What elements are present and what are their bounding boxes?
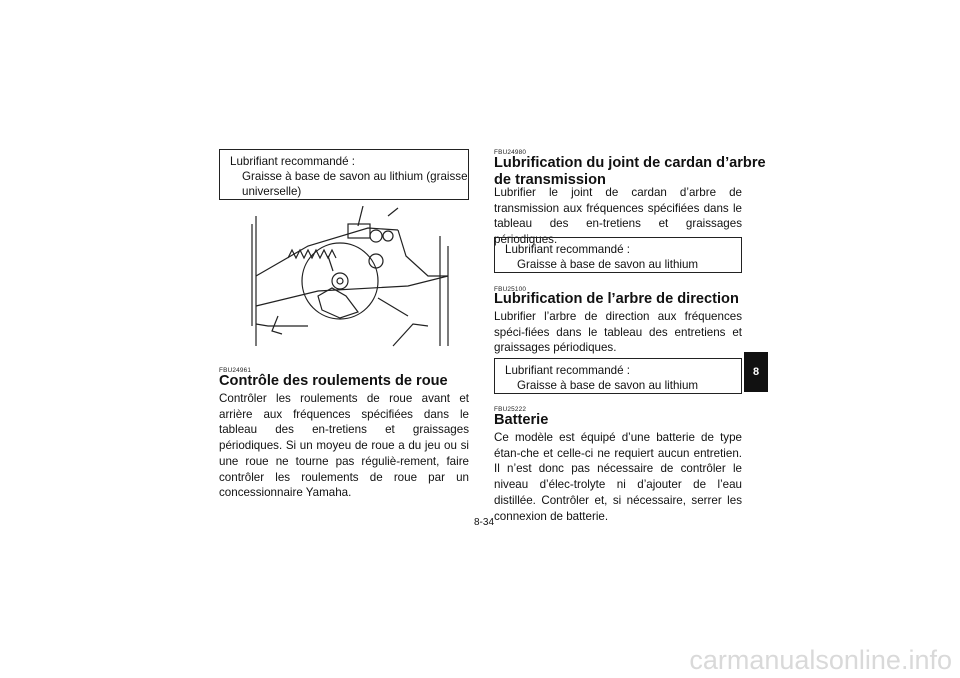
section-code: FBU24980 — [494, 149, 527, 156]
lubricant-value: Graisse à base de savon au lithium — [517, 379, 699, 392]
section-code: FBU25100 — [494, 286, 527, 293]
section-title-battery: Batterie — [494, 412, 549, 428]
lubricant-label: Lubrifiant recommandé : — [505, 364, 631, 377]
lubricant-value: Graisse à base de savon au lithium (graisse universelle) — [242, 170, 468, 198]
lubricant-value: Graisse à base de savon au lithium — [517, 258, 699, 271]
lubricant-label: Lubrifiant recommandé : — [505, 243, 631, 256]
section-body-battery: Ce modèle est équipé d’une batterie de type étan-che et celle-ci ne requiert aucun entretien. Il n’est donc pas nécessaire de contrôler le niveau d’élec-trolyte ni d’ajouter de l’eau distillée. Contrôler et, si nécessaire, serrer les connexion de batterie. — [494, 431, 742, 523]
section-code: FBU24961 — [219, 367, 252, 374]
lubricant-label: Lubrifiant recommandé : — [230, 155, 356, 168]
section-title-cardan-joint-line1: Lubrification du joint de cardan d’arbre — [494, 155, 766, 171]
lubricant-box-steering — [494, 358, 742, 394]
section-title-cardan-joint-line2: de transmission — [494, 172, 606, 188]
page-number: 8-34 — [474, 517, 495, 528]
section-code: FBU25222 — [494, 406, 527, 413]
lubricant-box-cardan — [494, 237, 742, 273]
section-body-cardan-joint: Lubrifier le joint de cardan d’arbre de transmission aux fréquences spécifiées dans le tableau des en-tretiens et graissages périodiques. — [494, 186, 742, 247]
lubricant-box-wheel — [219, 149, 469, 200]
wheel-bearing-illustration — [248, 206, 458, 356]
section-title-steering-shaft: Lubrification de l’arbre de direction — [494, 291, 739, 307]
chapter-tab: 8 — [744, 352, 768, 392]
section-body-steering-shaft: Lubrifier l’arbre de direction aux fréquences spéci-fiées dans le tableau des entretiens et graissages périodiques. — [494, 310, 742, 355]
section-title-wheel-bearings: Contrôle des roulements de roue — [219, 373, 448, 389]
site-watermark: carmanualsonline.info — [689, 645, 952, 675]
section-body-wheel-bearings: Contrôler les roulements de roue avant et arrière aux fréquences spécifiées dans le tableau des en-tretiens et graissages périodiques. Si un moyeu de roue a du jeu ou si une roue ne tourne pas réguliè-rement, faire contrôler les roulements de roue par un concessionnaire Yamaha. — [219, 392, 469, 500]
